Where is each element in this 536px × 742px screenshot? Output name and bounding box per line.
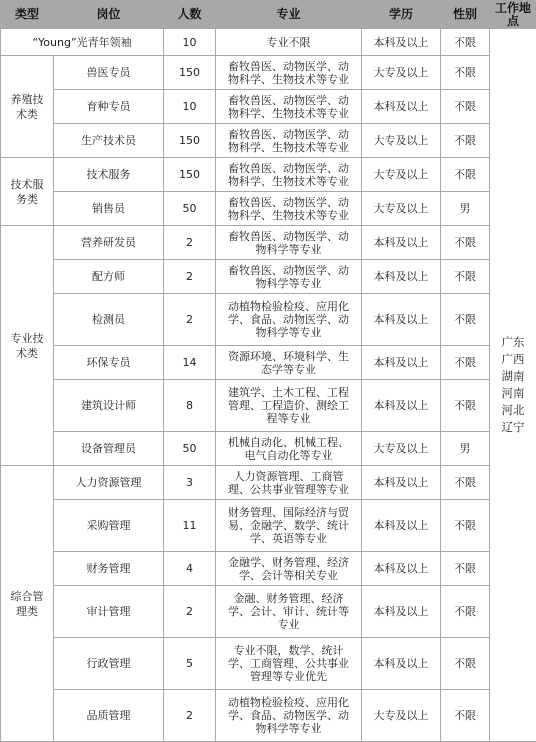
major-line: 金融学、财务管理、经济	[228, 556, 349, 569]
major-line: 程等专业	[267, 412, 311, 425]
position-cell: 审计管理	[54, 586, 164, 638]
gender-cell: 不限	[441, 56, 490, 90]
position-cell: 建筑设计师	[54, 380, 164, 432]
major-cell	[216, 586, 362, 638]
major-line: 管理等专业优先	[250, 670, 327, 683]
header-location: 工作地点	[490, 1, 536, 29]
location-cell	[490, 29, 536, 742]
major-cell	[216, 380, 362, 432]
major-cell	[216, 158, 362, 192]
table-row	[1, 500, 536, 552]
major-line: 管理、工程造价、测绘工	[228, 399, 349, 412]
count-cell: 5	[164, 638, 216, 690]
education-cell: 本科及以上	[362, 500, 441, 552]
table-row	[1, 192, 536, 226]
table-row	[1, 158, 536, 192]
major-line: 物科学等专业	[256, 326, 322, 339]
major-line: 学、工商管理、公共事业	[228, 657, 349, 670]
table-row	[1, 294, 536, 346]
table-row	[1, 432, 536, 466]
major-cell	[216, 29, 362, 56]
position-cell: 设备管理员	[54, 432, 164, 466]
location-line: 河南	[502, 386, 525, 400]
major-cell	[216, 124, 362, 158]
position-cell: “Young”光青年领袖	[1, 29, 164, 56]
major-line: 畜牧兽医、动物医学、动	[228, 128, 349, 141]
major-line: 畜牧兽医、动物医学、动	[228, 94, 349, 107]
count-cell: 10	[164, 90, 216, 124]
education-cell: 本科及以上	[362, 90, 441, 124]
count-cell: 14	[164, 346, 216, 380]
major-line: 畜牧兽医、动物医学、动	[228, 230, 349, 243]
category-cell	[1, 226, 54, 466]
category-cell	[1, 466, 54, 742]
major-line: 物科学、生物技术等专业	[228, 141, 349, 154]
education-cell: 本科及以上	[362, 260, 441, 294]
major-line: 电气自动化等专业	[245, 449, 333, 462]
major-cell	[216, 90, 362, 124]
education-cell: 大专及以上	[362, 432, 441, 466]
header-count: 人数	[164, 1, 216, 29]
education-cell: 本科及以上	[362, 29, 441, 56]
header-type: 类型	[1, 1, 54, 29]
count-cell: 150	[164, 124, 216, 158]
gender-cell: 男	[441, 432, 490, 466]
location-line: 湖南	[502, 369, 525, 383]
count-cell: 2	[164, 690, 216, 742]
count-cell: 3	[164, 466, 216, 500]
major-line: 畜牧兽医、动物医学、动	[228, 60, 349, 73]
count-cell: 10	[164, 29, 216, 56]
education-cell: 本科及以上	[362, 380, 441, 432]
category-cell	[1, 56, 54, 158]
location-line: 辽宁	[502, 420, 525, 434]
gender-cell: 不限	[441, 124, 490, 158]
header-position: 岗位	[54, 1, 164, 29]
count-cell: 2	[164, 294, 216, 346]
category-line: 术类	[16, 108, 38, 121]
major-line: 机械自动化、机械工程、	[228, 436, 349, 449]
table-row	[1, 466, 536, 500]
count-cell: 50	[164, 192, 216, 226]
category-line: 养殖技	[11, 93, 44, 106]
major-line: 易、金融学、数学、统计	[228, 519, 349, 532]
major-line: 物科学、生物技术等专业	[228, 175, 349, 188]
major-line: 学、会计、审计、统计等	[228, 605, 349, 618]
table-row	[1, 124, 536, 158]
gender-cell: 不限	[441, 586, 490, 638]
major-line: 畜牧兽医、动物医学、动	[228, 264, 349, 277]
count-cell: 2	[164, 226, 216, 260]
major-line: 学、英语等专业	[250, 532, 327, 545]
position-cell: 财务管理	[54, 552, 164, 586]
education-cell: 本科及以上	[362, 552, 441, 586]
header-education: 学历	[362, 1, 441, 29]
location-line: 广东	[502, 335, 525, 349]
major-line: 畜牧兽医、动物医学、动	[228, 162, 349, 175]
position-cell: 品质管理	[54, 690, 164, 742]
major-line: 畜牧兽医、动物医学、动	[228, 196, 349, 209]
major-line: 学、会计等相关专业	[239, 569, 338, 582]
major-line: 资源环境、环境科学、生	[228, 350, 349, 363]
major-cell	[216, 226, 362, 260]
major-line: 建筑学、土木工程、工程	[228, 386, 349, 399]
major-line: 物科学、生物技术等专业	[228, 73, 349, 86]
major-cell	[216, 56, 362, 90]
position-cell: 兽医专员	[54, 56, 164, 90]
major-line: 物科学等专业	[256, 243, 322, 256]
major-cell	[216, 294, 362, 346]
position-cell: 技术服务	[54, 158, 164, 192]
gender-cell: 不限	[441, 294, 490, 346]
education-cell: 大专及以上	[362, 158, 441, 192]
major-line: 金融、财务管理、经济	[234, 592, 344, 605]
gender-cell: 男	[441, 192, 490, 226]
gender-cell: 不限	[441, 466, 490, 500]
table-row	[1, 380, 536, 432]
count-cell: 8	[164, 380, 216, 432]
major-cell	[216, 192, 362, 226]
gender-cell: 不限	[441, 90, 490, 124]
header-gender: 性别	[441, 1, 490, 29]
gender-cell: 不限	[441, 500, 490, 552]
table-row	[1, 346, 536, 380]
count-cell: 4	[164, 552, 216, 586]
position-cell: 人力资源管理	[54, 466, 164, 500]
major-line: 物科学等专业	[256, 277, 322, 290]
position-cell: 配方师	[54, 260, 164, 294]
education-cell: 大专及以上	[362, 124, 441, 158]
gender-cell: 不限	[441, 638, 490, 690]
major-line: 学、食品、动物医学、动	[228, 313, 349, 326]
category-line: 综合管	[11, 590, 44, 603]
major-line: 态学等专业	[261, 363, 316, 376]
major-cell	[216, 638, 362, 690]
category-cell	[1, 158, 54, 226]
major-line: 物科学、生物技术等专业	[228, 107, 349, 120]
count-cell: 50	[164, 432, 216, 466]
major-cell	[216, 432, 362, 466]
position-cell: 生产技术员	[54, 124, 164, 158]
table-row	[1, 586, 536, 638]
table-row	[1, 29, 536, 56]
table-row	[1, 226, 536, 260]
category-line: 理类	[16, 605, 38, 618]
header-major: 专业	[216, 1, 362, 29]
major-line: 专业	[278, 618, 300, 631]
major-line: 物科学等专业	[256, 722, 322, 735]
table-row	[1, 260, 536, 294]
position-cell: 环保专员	[54, 346, 164, 380]
education-cell: 大专及以上	[362, 192, 441, 226]
position-cell: 营养研发员	[54, 226, 164, 260]
education-cell: 大专及以上	[362, 56, 441, 90]
position-cell: 采购管理	[54, 500, 164, 552]
education-cell: 本科及以上	[362, 346, 441, 380]
major-line: 物科学、生物技术等专业	[228, 209, 349, 222]
gender-cell: 不限	[441, 158, 490, 192]
major-cell	[216, 260, 362, 294]
gender-cell: 不限	[441, 346, 490, 380]
category-line: 术类	[16, 347, 38, 360]
education-cell: 大专及以上	[362, 690, 441, 742]
major-line: 财务管理、国际经济与贸	[228, 506, 349, 519]
category-line: 技术服	[11, 178, 44, 191]
major-line: 理、公共事业管理等专业	[228, 483, 349, 496]
education-cell: 本科及以上	[362, 294, 441, 346]
count-cell: 2	[164, 260, 216, 294]
category-line: 专业技	[11, 332, 44, 345]
table-row	[1, 90, 536, 124]
gender-cell: 不限	[441, 260, 490, 294]
major-cell	[216, 690, 362, 742]
count-cell: 2	[164, 586, 216, 638]
gender-cell: 不限	[441, 29, 490, 56]
header-row	[1, 1, 536, 29]
position-cell: 行政管理	[54, 638, 164, 690]
location-line: 广西	[502, 352, 525, 366]
table-row	[1, 56, 536, 90]
major-line: 人力资源管理、工商管	[234, 470, 344, 483]
education-cell: 本科及以上	[362, 226, 441, 260]
education-cell: 本科及以上	[362, 638, 441, 690]
count-cell: 11	[164, 500, 216, 552]
table-row	[1, 552, 536, 586]
gender-cell: 不限	[441, 552, 490, 586]
location-line: 河北	[502, 403, 525, 417]
gender-cell: 不限	[441, 226, 490, 260]
table-row	[1, 690, 536, 742]
major-line: 动植物检验检疫、应用化	[228, 696, 349, 709]
category-line: 务类	[16, 193, 38, 206]
gender-cell: 不限	[441, 380, 490, 432]
major-line: 专业不限	[267, 36, 311, 49]
count-cell: 150	[164, 56, 216, 90]
major-line: 动植物检验检疫、应用化	[228, 300, 349, 313]
major-cell	[216, 552, 362, 586]
position-cell: 销售员	[54, 192, 164, 226]
count-cell: 150	[164, 158, 216, 192]
position-cell: 育种专员	[54, 90, 164, 124]
gender-cell: 不限	[441, 690, 490, 742]
major-cell	[216, 500, 362, 552]
major-line: 学、食品、动物医学、动	[228, 709, 349, 722]
table-row	[1, 638, 536, 690]
major-cell	[216, 466, 362, 500]
major-line: 专业不限，数学、统计	[234, 644, 344, 657]
education-cell: 本科及以上	[362, 466, 441, 500]
education-cell: 本科及以上	[362, 586, 441, 638]
position-cell: 检测员	[54, 294, 164, 346]
major-cell	[216, 346, 362, 380]
